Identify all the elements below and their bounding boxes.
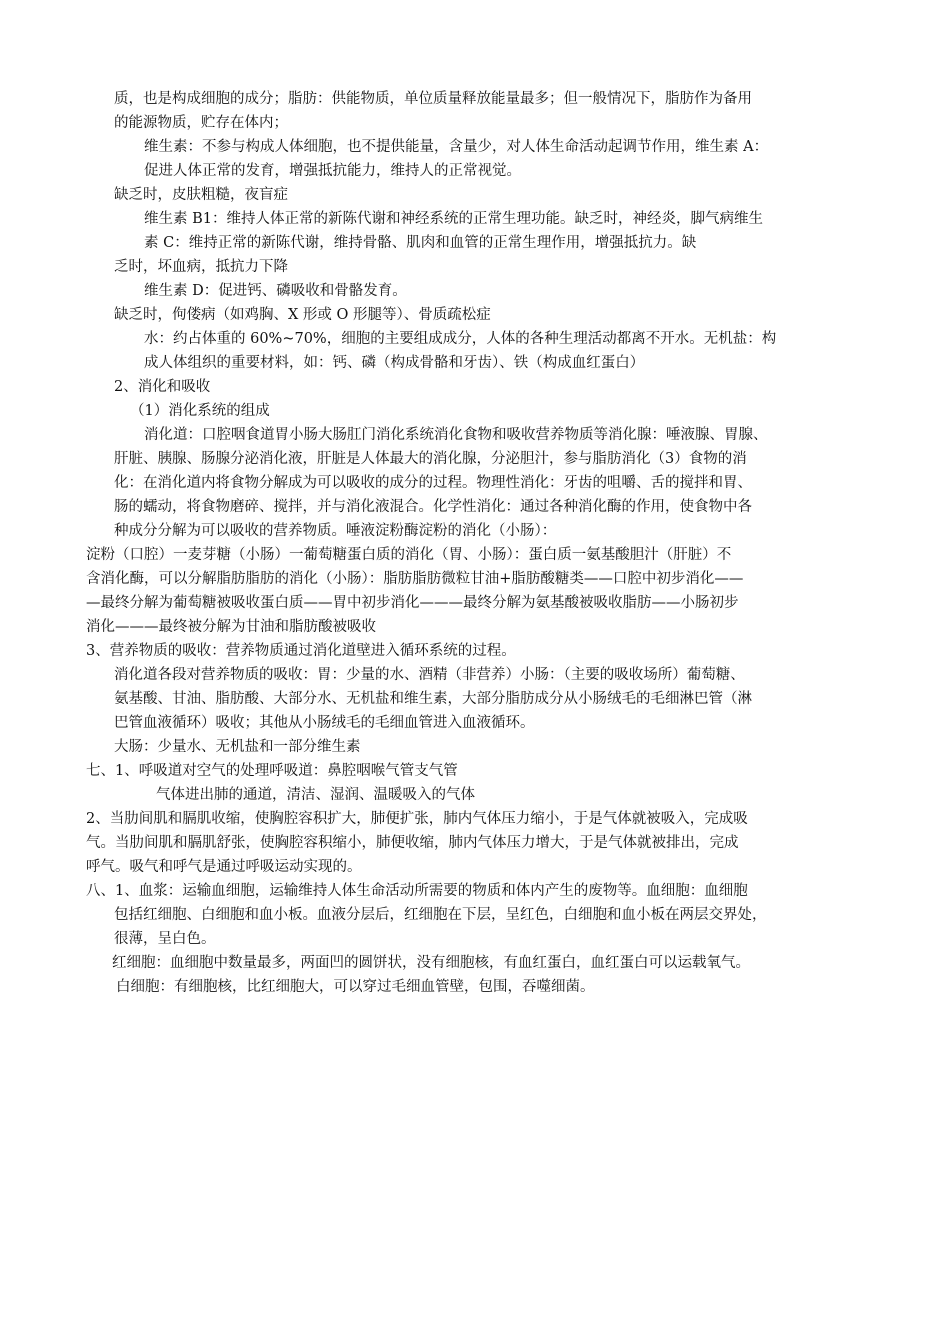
- text-line: 维生素 D：促进钙、磷吸收和骨骼发育。: [144, 283, 407, 299]
- text-line: 成人体组织的重要材料，如：钙、磷（构成骨骼和牙齿）、铁（构成血红蛋白）: [144, 355, 645, 371]
- text-line: 消化道各段对营养物质的吸收：胃：少量的水、酒精（非营养）小肠：（主要的吸收场所）葡萄糖、: [114, 667, 745, 683]
- text-line: 含消化酶，可以分解脂肪脂肪的消化（小肠）：脂肪脂肪微粒甘油+脂肪酸糖类——口腔中初步消化——: [86, 571, 744, 587]
- text-line: 肠的蠕动，将食物磨碎、搅拌，并与消化液混合。化学性消化：通过各种消化酶的作用，使食物中各: [114, 499, 752, 515]
- text-line: 气。当肋间肌和膈肌舒张，使胸腔容积缩小，肺便收缩，肺内气体压力增大，于是气体就被排出，完成: [86, 835, 739, 851]
- text-line: 肝脏、胰腺、肠腺分泌消化液，肝脏是人体最大的消化腺，分泌胆汁，参与脂肪消化（3）食物的消: [114, 451, 747, 467]
- text-line: 缺乏时，佝偻病（如鸡胸、X 形或 O 形腿等）、骨质疏松症: [114, 307, 491, 323]
- subsection-heading: （1）消化系统的组成: [130, 403, 270, 419]
- text-line: 维生素 B1：维持人体正常的新陈代谢和神经系统的正常生理功能。缺乏时，神经炎，脚气病维生: [144, 211, 763, 227]
- text-line: 维生素：不参与构成人体细胞，也不提供能量，含量少，对人体生命活动起调节作用，维生素 A：: [144, 139, 769, 155]
- section-heading: 3、营养物质的吸收：营养物质通过消化道壁进入循环系统的过程。: [86, 643, 516, 659]
- text-line: 乏时，坏血病，抵抗力下降: [114, 259, 288, 275]
- text-line: 气体进出肺的通道，清洁、湿润、温暖吸入的气体: [156, 787, 475, 803]
- text-line: 巴管血液循环）吸收；其他从小肠绒毛的毛细血管进入血液循环。: [114, 715, 535, 731]
- text-line: 消化———最终被分解为甘油和脂肪酸被吸收: [86, 619, 376, 635]
- text-line: 氨基酸、甘油、脂肪酸、大部分水、无机盐和维生素，大部分脂肪成分从小肠绒毛的毛细淋巴管（淋: [114, 691, 752, 707]
- text-line: 包括红细胞、白细胞和血小板。血液分层后，红细胞在下层，呈红色，白细胞和血小板在两层交界处，: [114, 907, 767, 923]
- text-line: 质，也是构成细胞的成分；脂肪：供能物质，单位质量释放能量最多；但一般情况下，脂肪作为备用: [114, 91, 752, 107]
- text-line: 化：在消化道内将食物分解成为可以吸收的成分的过程。物理性消化：牙齿的咀嚼、舌的搅拌和胃、: [114, 475, 752, 491]
- text-line: 种成分分解为可以吸收的营养物质。唾液淀粉酶淀粉的消化（小肠）：: [114, 523, 557, 539]
- section-heading: 七、1、呼吸道对空气的处理呼吸道：鼻腔咽喉气管支气管: [86, 763, 458, 779]
- text-line: 红细胞：血细胞中数量最多，两面凹的圆饼状，没有细胞核，有血红蛋白，血红蛋白可以运载氧气。: [112, 955, 750, 971]
- text-line: 2、当肋间肌和膈肌收缩，使胸腔容积扩大，肺便扩张，肺内气体压力缩小，于是气体就被吸入，完成吸: [86, 811, 748, 827]
- text-line: 呼气。吸气和呼气是通过呼吸运动实现的。: [86, 859, 362, 875]
- text-line: 的能源物质，贮存在体内；: [114, 115, 288, 131]
- section-heading: 2、消化和吸收: [114, 379, 211, 395]
- section-heading: 八、1、血浆：运输血细胞，运输维持人体生命活动所需要的物质和体内产生的废物等。血细胞：血细胞: [86, 883, 748, 899]
- text-line: 水：约占体重的 60%~70%，细胞的主要组成成分，人体的各种生理活动都离不开水。无机盐：构: [144, 331, 777, 347]
- text-line: 大肠：少量水、无机盐和一部分维生素: [114, 739, 361, 755]
- text-line: 素 C：维持正常的新陈代谢，维持骨骼、肌肉和血管的正常生理作用，增强抵抗力。缺: [144, 235, 697, 251]
- text-line: 白细胞：有细胞核，比红细胞大，可以穿过毛细血管壁，包围，吞噬细菌。: [116, 979, 595, 995]
- text-line: 缺乏时，皮肤粗糙，夜盲症: [114, 187, 288, 203]
- text-line: 促进人体正常的发育，增强抵抗能力，维持人的正常视觉。: [144, 163, 521, 179]
- text-line: 淀粉（口腔）一麦芽糖（小肠）一葡萄糖蛋白质的消化（胃、小肠）：蛋白质一氨基酸胆汁（肝脏）不: [86, 547, 732, 563]
- text-line: 消化道：口腔咽食道胃小肠大肠肛门消化系统消化食物和吸收营养物质等消化腺：唾液腺、胃腺、: [144, 427, 768, 443]
- text-line: 很薄，呈白色。: [114, 931, 216, 947]
- text-line: —最终分解为葡萄糖被吸收蛋白质——胃中初步消化———最终分解为氨基酸被吸收脂肪——小肠初步: [86, 595, 739, 611]
